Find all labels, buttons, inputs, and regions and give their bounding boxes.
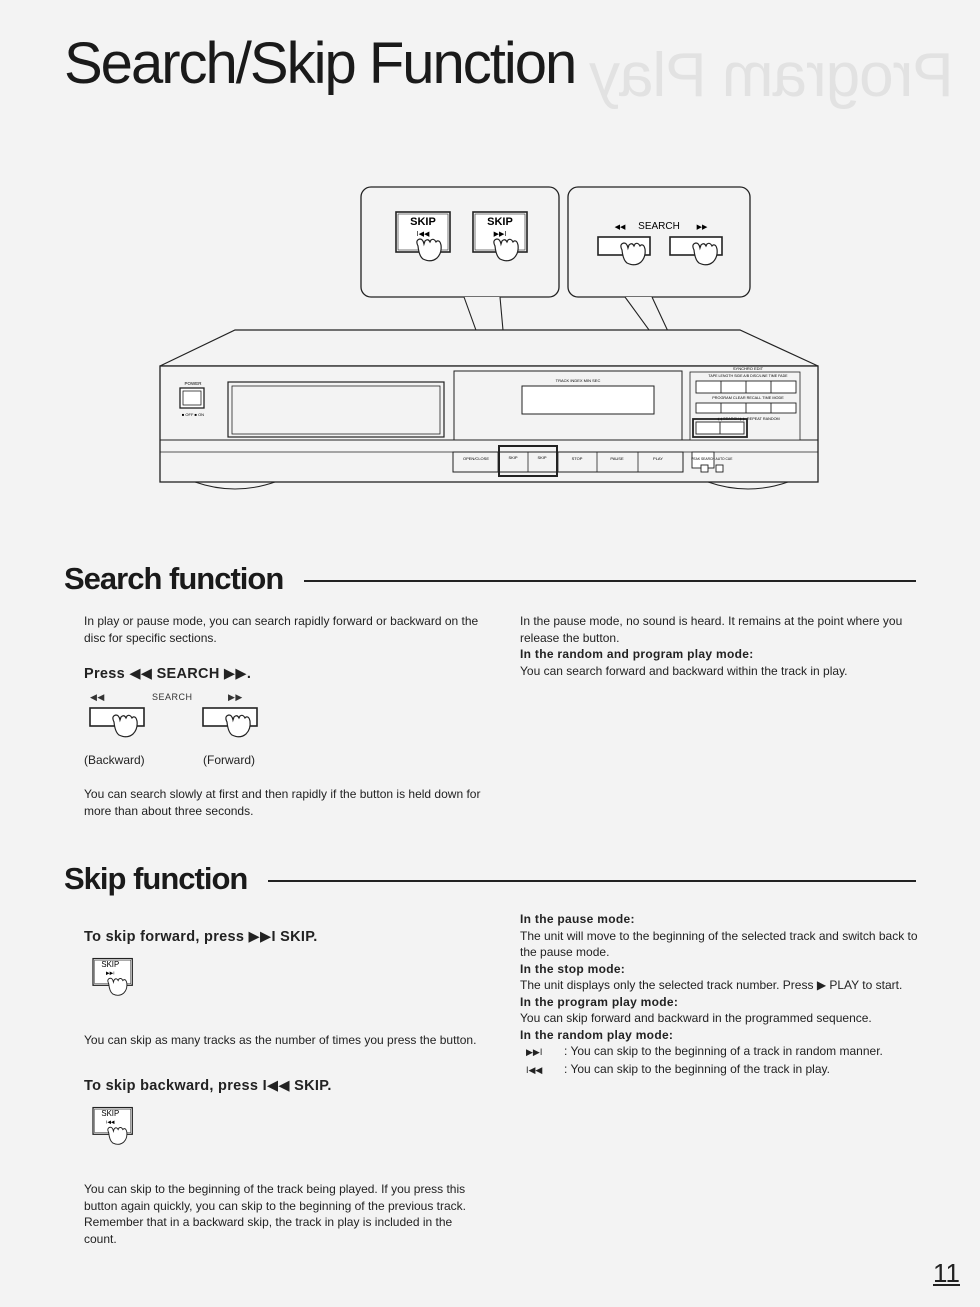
skip-program-head: In the program play mode:	[520, 994, 679, 1009]
program-row-label: PROGRAM CLEAR RECALL TIME MODE	[712, 396, 784, 400]
skip-stop-text: The unit displays only the selected track number. Press ▶ PLAY to start.	[520, 978, 903, 992]
callout-search-label: SEARCH	[638, 221, 680, 232]
callout-search-back-symbol: ◀◀	[614, 224, 626, 231]
skip-right-column	[520, 911, 920, 1078]
search-right-column	[520, 613, 920, 679]
page-title: Search/Skip Function	[64, 31, 576, 96]
callout-search-fwd-symbol: ▶▶	[696, 224, 708, 231]
skip1-label: SKIP	[508, 455, 518, 460]
skip-backward-btn-label: SKIP	[101, 1109, 120, 1119]
page-number: 11	[933, 1258, 960, 1288]
search-function-heading: Search function	[64, 561, 284, 596]
play-label: PLAY	[653, 456, 663, 461]
skip-back-symbol-icon: I◀◀	[526, 1064, 543, 1075]
caption-backward: (Backward)	[84, 753, 145, 767]
caption-forward: (Forward)	[203, 753, 256, 767]
skip-fwd-symbol-icon: ▶▶I	[526, 1047, 543, 1057]
search-icon-back-symbol: ◀◀	[90, 692, 105, 702]
display-labels: TRACK INDEX MIN SEC	[555, 378, 601, 383]
search-fwd-button-icon	[201, 706, 271, 750]
skip-random-back-line	[520, 1061, 920, 1079]
skip-heading-rule	[268, 880, 916, 882]
pause-label: PAUSE	[610, 456, 624, 461]
skip2-label: SKIP	[537, 455, 547, 460]
skip-forward-btn-symbol: ▶▶I	[106, 970, 115, 976]
search-icon-fwd-symbol: ▶▶	[228, 692, 243, 702]
skip-backward-button-icon	[88, 1106, 142, 1150]
search-random-head: In the random and program play mode:	[520, 647, 754, 661]
search-back-button-icon	[88, 706, 158, 750]
skip-pause-text: The unit will move to the beginning of the selected track and switch back to the pause mode.	[520, 928, 918, 959]
search-note: You can search slowly at first and then rapidly if the button is held down for more than about three seconds.	[84, 787, 481, 818]
skip-backward-note: You can skip to the beginning of the track being played. If you press this button again quickly, you can skip to the beginning of the previous track. Remember that in a backward skip, the track in play is included in the count.	[84, 1182, 467, 1246]
callout-skip-back-symbol: I◀◀	[416, 231, 430, 238]
cd-player-figure	[0, 180, 980, 510]
skip-backward-label: To skip backward, press I◀◀ SKIP.	[84, 1078, 332, 1094]
skip-function-heading: Skip function	[64, 861, 248, 896]
skip-stop-head: In the stop mode:	[520, 961, 626, 976]
skip-random-fwd-text: : You can skip to the beginning of a track in random manner.	[564, 1044, 883, 1058]
power-sub-label: ■ OFF ■ ON	[181, 412, 205, 417]
search-intro: In play or pause mode, you can search rapidly forward or backward on the disc for specific sections.	[84, 614, 479, 645]
search-pause-text: In the pause mode, no sound is heard. It remains at the point where you release the button.	[520, 614, 903, 645]
open-close-label: OPEN/CLOSE	[462, 456, 490, 461]
search-heading-rule	[304, 580, 916, 582]
callout-skip-fwd-label: SKIP	[487, 216, 513, 228]
search-row-label: ◀◀ SEARCH ▶▶ REPEAT RANDOM	[716, 417, 780, 421]
search-icon-label: SEARCH	[152, 692, 193, 702]
skip-backward-btn-symbol: I◀◀	[106, 1119, 115, 1125]
skip-forward-note: You can skip as many tracks as the number of times you press the button.	[84, 1033, 477, 1047]
search-press-label: Press ◀◀ SEARCH ▶▶.	[84, 666, 252, 682]
skip-random-back-text: : You can skip to the beginning of the track in play.	[564, 1061, 830, 1076]
skip-random-fwd-line	[520, 1043, 920, 1061]
search-random-text: You can search forward and backward within the track in play.	[520, 663, 848, 678]
power-label: POWER	[184, 381, 202, 386]
peak-label: PEAK SEARCH	[691, 457, 715, 461]
skip-forward-button-icon	[88, 957, 142, 1001]
stop-label: STOP	[571, 456, 583, 461]
tape-row-label: TAPE LENGTH SIDE A/B DISC/LINE TIME FADE	[708, 374, 788, 378]
skip-forward-label: To skip forward, press ▶▶I SKIP.	[84, 929, 318, 945]
skip-random-head: In the random play mode:	[520, 1027, 674, 1042]
skip-pause-head: In the pause mode:	[520, 912, 635, 926]
auto-label: AUTO CUE	[715, 457, 733, 461]
callout-skip-fwd-symbol: ▶▶I	[493, 231, 507, 238]
skip-program-text: You can skip forward and backward in the programmed sequence.	[520, 1011, 872, 1025]
skip-forward-btn-label: SKIP	[101, 960, 120, 970]
callout-skip-back-label: SKIP	[410, 216, 436, 228]
ghost-title: Program Play	[590, 41, 954, 110]
synchro-label: SYNCHRO EDIT	[732, 366, 764, 371]
